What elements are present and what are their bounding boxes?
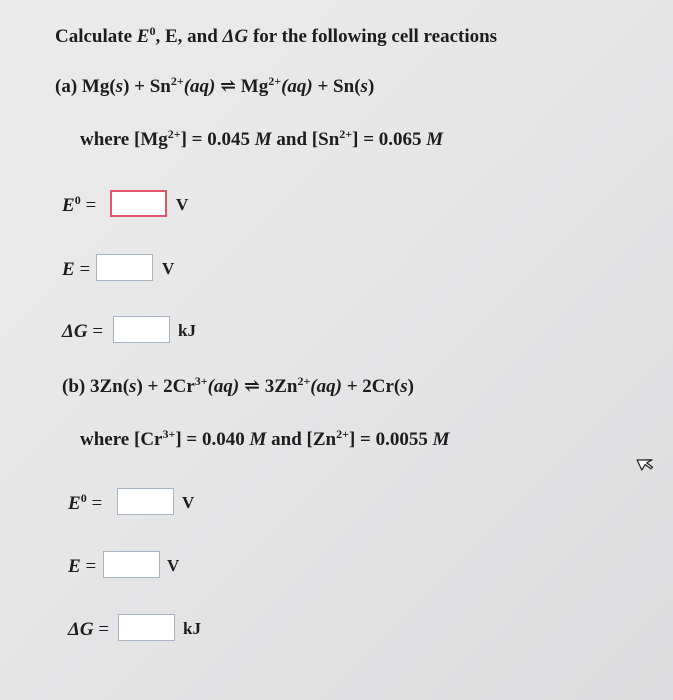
heading-e-symbol: E: [136, 26, 150, 47]
part-b-dg-unit: kJ: [183, 619, 201, 638]
heading-text-mid: , E, and: [155, 26, 223, 47]
state-solid: s: [360, 76, 368, 97]
conditions-text: ] = 0.045: [180, 129, 255, 150]
part-a-dg-unit: kJ: [178, 321, 196, 340]
equals-sign: =: [80, 195, 97, 216]
part-b-e0-input[interactable]: [117, 488, 174, 515]
charge-sup: 2+: [170, 74, 184, 88]
state-solid: s: [115, 76, 124, 97]
equals-sign: =: [86, 493, 103, 514]
part-b-dg-label: [68, 620, 109, 639]
e-symbol: E: [62, 195, 75, 216]
reaction-text: Mg: [240, 76, 269, 97]
conditions-text: where [Mg: [80, 129, 168, 150]
charge-sup: 2+: [268, 74, 282, 88]
question-heading: [55, 24, 498, 47]
reaction-text: ): [367, 76, 375, 97]
part-b-e-unit: V: [167, 556, 180, 575]
heading-text-tail: for the following cell reactions: [248, 26, 498, 47]
charge-sup: 2+: [336, 427, 349, 441]
heading-text: Calculate: [55, 26, 137, 47]
conditions-text: ] = 0.040: [175, 429, 250, 450]
charge-sup: 3+: [194, 374, 208, 388]
delta-g-symbol: ΔG: [62, 321, 88, 342]
equals-sign: =: [93, 619, 110, 640]
conditions-text: and [Sn: [271, 129, 340, 150]
part-a-e0-input[interactable]: [110, 190, 167, 217]
part-a-e-unit: V: [162, 259, 175, 278]
conditions-text: ] = 0.065: [352, 129, 427, 150]
standard-sup: 0: [74, 193, 81, 207]
reaction-text: + Sn(: [312, 76, 361, 97]
molarity-unit: M: [254, 129, 272, 150]
part-a-e0-label: [62, 193, 97, 216]
part-a-reaction: [55, 74, 375, 97]
delta-g-symbol: ΔG: [68, 619, 94, 640]
equilibrium-arrow: ⇌: [215, 76, 241, 97]
conditions-text: and [Zn: [266, 429, 337, 450]
charge-sup: 2+: [167, 127, 181, 141]
part-a-e0-unit: V: [176, 195, 189, 214]
standard-sup: 0: [80, 491, 87, 505]
molarity-unit: M: [249, 429, 267, 450]
part-a-dg-input[interactable]: [113, 316, 170, 343]
reaction-text: ) + Sn: [123, 76, 171, 97]
heading-delta-g: ΔG: [222, 26, 249, 47]
part-b-e-label: [68, 557, 96, 576]
reaction-text: + 2Cr(: [341, 376, 401, 397]
part-b-conditions: [80, 427, 450, 450]
state-aqueous: (aq): [207, 376, 240, 397]
part-b-e0-unit: V: [182, 493, 195, 512]
part-a-e-input[interactable]: [96, 254, 153, 281]
part-b-dg-input[interactable]: [118, 614, 175, 641]
reaction-text: (b) 3Zn(: [62, 376, 130, 397]
equals-sign: =: [87, 321, 104, 342]
part-a-conditions: [80, 127, 444, 150]
state-aqueous: (aq): [281, 76, 313, 97]
state-aqueous: (aq): [310, 376, 342, 397]
conditions-text: ] = 0.0055: [348, 429, 433, 450]
reaction-text: (a) Mg(: [55, 76, 116, 97]
charge-sup: 3+: [162, 427, 176, 441]
charge-sup: 2+: [339, 127, 353, 141]
molarity-unit: M: [432, 429, 450, 450]
part-b-e-input[interactable]: [103, 551, 160, 578]
e-symbol: E: [68, 493, 81, 514]
equals-sign: =: [80, 556, 97, 577]
state-aqueous: (aq): [183, 76, 216, 97]
e-symbol: E: [62, 259, 75, 280]
reaction-text: 3Zn: [264, 376, 298, 397]
mouse-pointer-icon: [636, 451, 656, 471]
conditions-text: where [Cr: [80, 429, 163, 450]
charge-sup: 2+: [297, 374, 311, 388]
state-solid: s: [400, 376, 408, 397]
reaction-text: ): [407, 376, 414, 397]
part-b-e0-label: [68, 491, 103, 514]
state-solid: s: [129, 376, 137, 397]
equals-sign: =: [74, 259, 91, 280]
reaction-text: ) + 2Cr: [136, 376, 195, 397]
heading-standard-sup: 0: [149, 24, 156, 38]
equilibrium-arrow: ⇌: [239, 376, 265, 397]
e-symbol: E: [68, 556, 81, 577]
molarity-unit: M: [426, 129, 444, 150]
part-b-reaction: [62, 374, 414, 397]
part-a-e-label: [62, 260, 90, 279]
part-a-dg-label: [62, 322, 103, 341]
